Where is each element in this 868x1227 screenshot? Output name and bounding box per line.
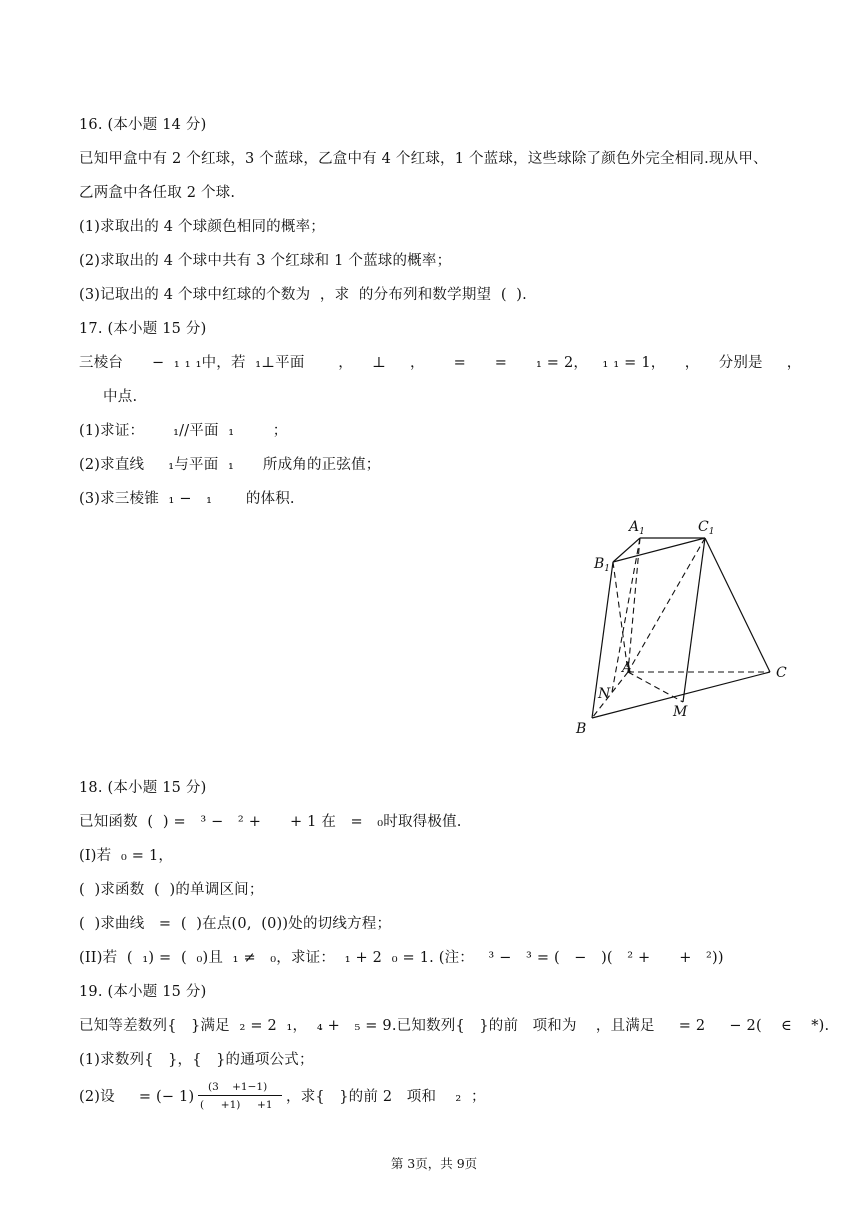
edge-b1-a bbox=[613, 562, 628, 672]
q18-part1-ii: ( )求曲线 = ( )在点(0, (0))处的切线方程； bbox=[79, 916, 392, 932]
q18-part2: (II)若 ( ₁) = ( ₀)且 ₁ ≠ ₀，求证： ₁ + 2 ₀ = 1. (注： ³ − ³ = ( − )( ² + + ²)) bbox=[79, 950, 724, 966]
q19-fraction-denominator: ( +1) +1 bbox=[200, 1099, 273, 1111]
q18-stem: 已知函数 ( ) = ³ − ² + + 1 在 = ₀时取得极值. bbox=[79, 814, 462, 830]
label-b: B bbox=[576, 721, 587, 737]
edge-c1-a bbox=[628, 538, 705, 672]
label-n: N bbox=[598, 686, 611, 702]
label-a: A bbox=[622, 660, 633, 676]
q18-part1: (I)若 ₀ = 1， bbox=[79, 848, 174, 864]
q19-part1: (1)求数列{ }，{ }的通项公式； bbox=[79, 1052, 314, 1068]
q17-part1: (1)求证： ₁//平面 ₁ ； bbox=[79, 423, 288, 439]
label-m: M bbox=[673, 704, 688, 720]
q19-header: 19. (本小题 15 分) bbox=[79, 984, 207, 1000]
q16-part1: (1)求取出的 4 个球颜色相同的概率； bbox=[79, 219, 325, 235]
q16-part3: (3)记取出的 4 个球中红球的个数为 ，求 的分布列和数学期望 ( ). bbox=[79, 287, 527, 303]
q18-part1-i: ( )求函数 ( )的单调区间； bbox=[79, 882, 264, 898]
label-b1: $B_1$ bbox=[594, 556, 611, 574]
q19-stem: 已知等差数列{ }满足 ₂ = 2 ₁， ₄ + ₅ = 9.已知数列{ }的前 项和为 ，且满足 = 2 − 2( ∈ *). bbox=[79, 1018, 830, 1034]
q17-stem-line1: 三棱台 − ₁ ₁ ₁中，若 ₁⊥平面 ， ⊥ ， = = ₁ = 2， ₁ ₁ = 1， ， 分别是 ， bbox=[79, 355, 802, 371]
q17-part2: (2)求直线 ₁与平面 ₁ 所成角的正弦值； bbox=[79, 457, 381, 473]
q17-header: 17. (本小题 15 分) bbox=[79, 321, 207, 337]
q16-header: 16. (本小题 14 分) bbox=[79, 117, 207, 133]
label-a1: $A_1$ bbox=[629, 519, 645, 537]
q19-fraction-numerator: (3 +1−1) bbox=[208, 1081, 268, 1093]
edge-c1-c bbox=[705, 538, 770, 672]
edge-a-m bbox=[628, 672, 683, 702]
label-c1: $C_1$ bbox=[698, 519, 715, 537]
q16-part2: (2)求取出的 4 个球中共有 3 个红球和 1 个蓝球的概率； bbox=[79, 253, 452, 269]
q16-stem-line1: 已知甲盒中有 2 个红球，3 个蓝球，乙盒中有 4 个红球，1 个蓝球，这些球除了颜色外完全相同.现从甲、 bbox=[79, 151, 768, 167]
q19-fraction-bar bbox=[198, 1095, 282, 1096]
q17-part3: (3)求三棱锥 ₁ − ₁ 的体积. bbox=[79, 491, 295, 507]
q19-part2-prefix: (2)设 = (− 1) bbox=[79, 1089, 195, 1105]
q17-stem-line2: 中点. bbox=[79, 389, 138, 405]
frustum-figure bbox=[560, 508, 800, 743]
q16-stem-line2: 乙两盒中各任取 2 个球. bbox=[79, 185, 236, 201]
page-footer: 第 3页，共 9页 bbox=[390, 1156, 478, 1171]
q19-part2-suffix: ，求{ }的前 2 项和 ₂ ； bbox=[286, 1089, 486, 1105]
edge-c1-m bbox=[683, 538, 705, 702]
label-c: C bbox=[776, 665, 787, 681]
q18-header: 18. (本小题 15 分) bbox=[79, 780, 207, 796]
